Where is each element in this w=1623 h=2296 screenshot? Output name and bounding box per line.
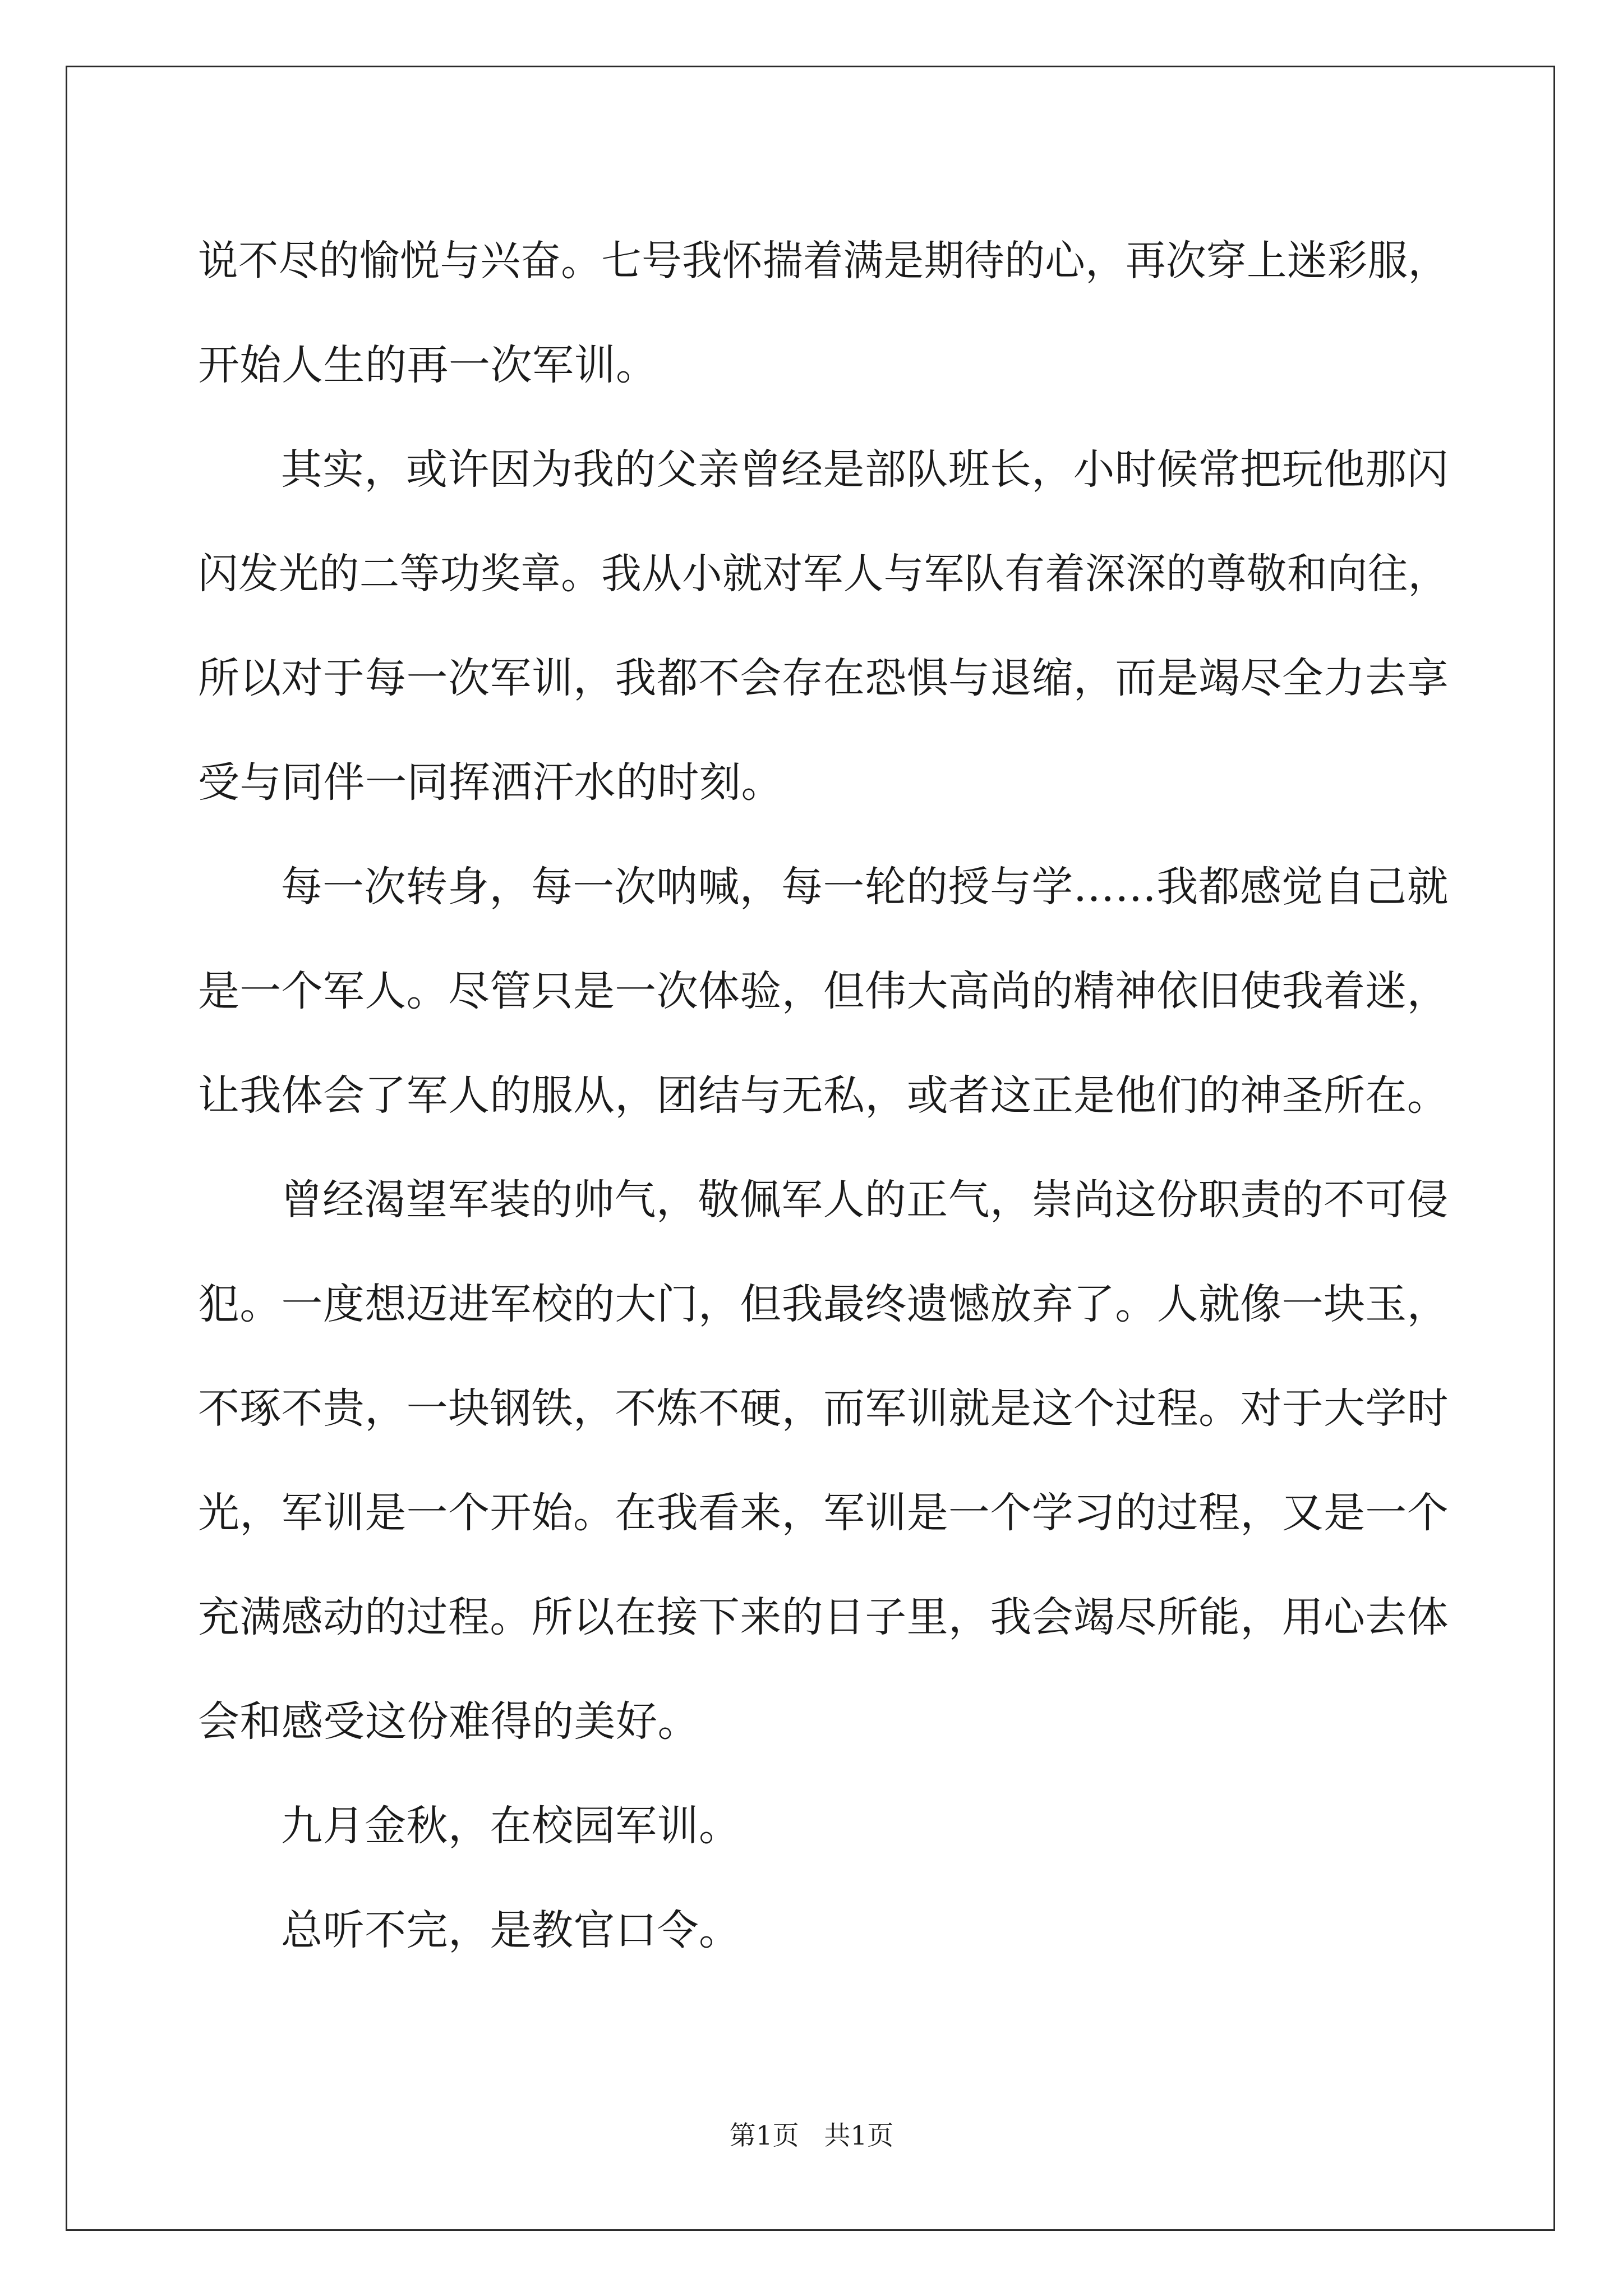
text-line: 所以对于每一次军训，我都不会存在恐惧与退缩，而是竭尽全力去享 — [198, 654, 1449, 702]
text-line: 每一次转身，每一次呐喊，每一轮的授与学……我都感觉自己就 — [280, 863, 1449, 911]
text-line: 说不尽的愉悦与兴奋。七号我怀揣着满是期待的心，再次穿上迷彩服， — [198, 237, 1449, 285]
text-line: 其实，或许因为我的父亲曾经是部队班长，小时候常把玩他那闪 — [280, 445, 1449, 494]
text-line: 充满感动的过程。所以在接下来的日子里，我会竭尽所能，用心去体 — [198, 1593, 1449, 1641]
text-line: 开始人生的再一次军训。 — [198, 341, 658, 389]
text-line: 不琢不贵，一块钢铁，不炼不硬，而军训就是这个过程。对于大学时 — [198, 1384, 1449, 1433]
text-line: 犯。一度想迈进军校的大门，但我最终遗憾放弃了。人就像一块玉， — [198, 1280, 1449, 1328]
paragraph-2 — [198, 417, 1449, 835]
text-line: 光，军训是一个开始。在我看来，军训是一个学习的过程，又是一个 — [198, 1489, 1449, 1537]
document-body — [198, 209, 1449, 1982]
paragraph-4 — [198, 1148, 1449, 1774]
text-line: 让我体会了军人的服从，团结与无私，或者这正是他们的神圣所在。 — [198, 1071, 1449, 1120]
text-line: 会和感受这份难得的美好。 — [198, 1697, 699, 1746]
paragraph-5 — [198, 1774, 1449, 1878]
text-line: 总听不完，是教官口令。 — [281, 1906, 741, 1954]
paragraph-6 — [198, 1878, 1449, 1982]
text-line: 曾经渴望军装的帅气，敬佩军人的正气，崇尚这份职责的不可侵 — [280, 1176, 1449, 1224]
text-line: 是一个军人。尽管只是一次体验，但伟大高尚的精神依旧使我着迷， — [198, 967, 1449, 1015]
paragraph-1 — [198, 209, 1449, 417]
paragraph-3 — [198, 835, 1449, 1148]
text-line: 受与同伴一同挥洒汗水的时刻。 — [198, 758, 783, 807]
text-line: 九月金秋，在校园军训。 — [281, 1802, 741, 1850]
text-line: 闪发光的二等功奖章。我从小就对军人与军队有着深深的尊敬和向往， — [198, 550, 1449, 598]
page-number-footer: 第1页 共1页 — [729, 2120, 894, 2151]
